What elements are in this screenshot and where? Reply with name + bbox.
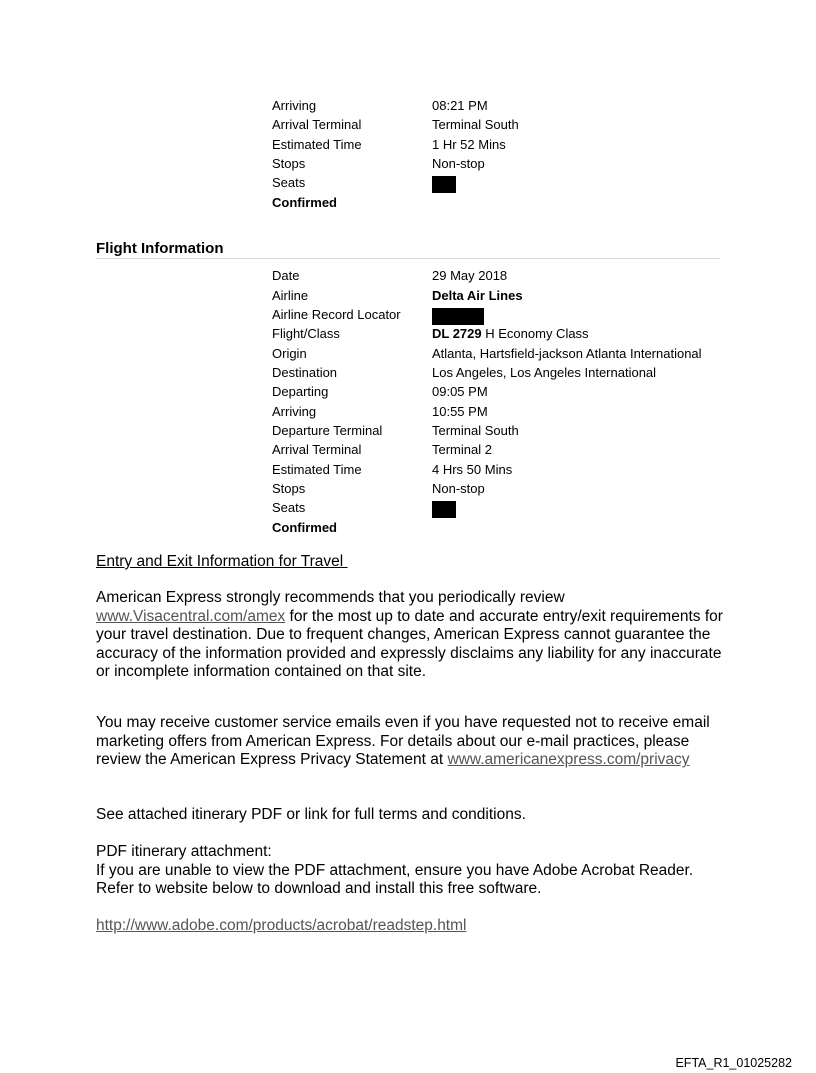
detail-value: Atlanta, Hartsfield-jackson Atlanta International	[432, 346, 702, 361]
fare-class: H Economy Class	[481, 326, 589, 341]
detail-label: Arrival Terminal	[272, 117, 362, 132]
redaction-box	[432, 308, 484, 325]
redaction-box	[432, 176, 456, 193]
document-id: EFTA_R1_01025282	[675, 1056, 792, 1070]
detail-value: 4 Hrs 50 Mins	[432, 462, 513, 477]
detail-label: Origin	[272, 346, 307, 361]
privacy-link[interactable]: www.americanexpress.com/privacy	[447, 751, 690, 769]
pdf-note-body: If you are unable to view the PDF attachment, ensure you have Adobe Acrobat Reader. Refer to website below to download and install this free software.	[96, 861, 694, 898]
seats-redaction	[432, 173, 456, 192]
detail-value: 09:05 PM	[432, 384, 488, 399]
entry-exit-heading: Entry and Exit Information for Travel	[96, 553, 348, 570]
detail-value: Terminal South	[432, 423, 519, 438]
detail-label: Estimated Time	[272, 137, 362, 152]
section-divider	[96, 258, 720, 259]
flight-number: DL 2729	[432, 326, 482, 341]
attached-itinerary-note: See attached itinerary PDF or link for full terms and conditions.	[96, 806, 526, 823]
detail-label: Seats	[272, 175, 306, 190]
detail-label: Arrival Terminal	[272, 442, 362, 457]
detail-value: Terminal South	[432, 117, 519, 132]
detail-label: Departure Terminal	[272, 423, 383, 438]
detail-label: Airline	[272, 288, 309, 303]
detail-value: 08:21 PM	[432, 98, 488, 113]
pdf-note-title: PDF itinerary attachment:	[96, 843, 272, 860]
detail-label: Destination	[272, 365, 338, 380]
detail-value: 1 Hr 52 Mins	[432, 137, 506, 152]
detail-value: Terminal 2	[432, 442, 492, 457]
detail-label: Date	[272, 268, 300, 283]
detail-value: Non-stop	[432, 481, 485, 496]
detail-label: Airline Record Locator	[272, 307, 401, 322]
status-label: Confirmed	[272, 195, 337, 210]
status-label: Confirmed	[272, 520, 337, 535]
detail-label: Departing	[272, 384, 329, 399]
flight-class-value	[432, 324, 589, 343]
visacentral-link[interactable]: www.Visacentral.com/amex	[96, 607, 286, 625]
detail-label: Estimated Time	[272, 462, 362, 477]
redaction-box	[432, 501, 456, 518]
adobe-link-line	[96, 917, 726, 936]
detail-value: Non-stop	[432, 156, 485, 171]
record-locator-redaction	[432, 305, 484, 324]
detail-label: Arriving	[272, 404, 317, 419]
detail-label: Stops	[272, 481, 306, 496]
pdf-attachment-note	[96, 843, 726, 899]
adobe-download-link[interactable]: http://www.adobe.com/products/acrobat/readstep.html	[96, 917, 467, 934]
detail-value: 10:55 PM	[432, 404, 488, 419]
entry-exit-text-end: for the most up to date and accurate entry/exit requirements for your travel destination. Due to frequent changes, American Express cannot guarantee the accuracy of the information provided and expressly disclaims any liability for any inaccurate or incomplete information contained on that site.	[96, 607, 723, 681]
privacy-paragraph	[96, 714, 726, 770]
privacy-text: You may receive customer service emails even if you have requested not to receive email marketing offers from American Express. For details about our e-mail practices, please review the American Express Privacy Statement at	[96, 714, 710, 769]
section-heading-flight-information: Flight Information	[96, 240, 224, 257]
detail-value: 29 May 2018	[432, 268, 508, 283]
airline-name: Delta Air Lines	[432, 288, 523, 303]
entry-exit-paragraph	[96, 589, 726, 682]
detail-label: Seats	[272, 500, 306, 515]
detail-label: Arriving	[272, 98, 317, 113]
seats-redaction	[432, 498, 456, 517]
detail-value: Los Angeles, Los Angeles International	[432, 365, 657, 380]
detail-label: Stops	[272, 156, 306, 171]
detail-label: Flight/Class	[272, 326, 340, 341]
entry-exit-text-start: American Express strongly recommends that you periodically review	[96, 589, 565, 606]
